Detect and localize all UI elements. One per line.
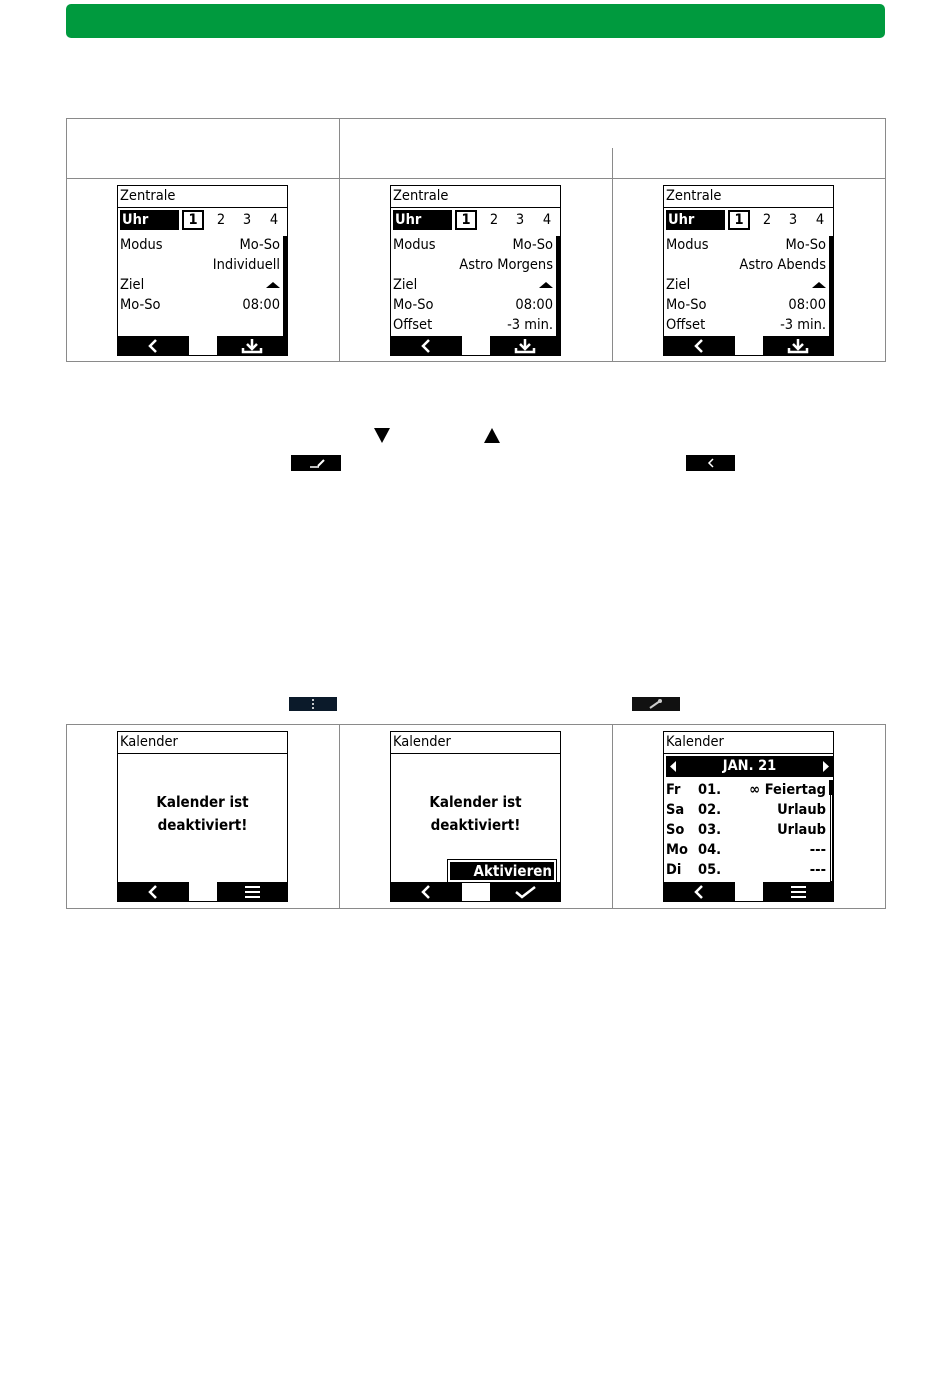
up-target-icon <box>266 282 280 288</box>
tab-row <box>118 209 287 231</box>
scrollbar[interactable] <box>556 236 560 336</box>
row-time <box>393 295 553 315</box>
row-mode-value <box>666 255 826 275</box>
back-arrow-icon <box>686 455 735 471</box>
download-icon <box>490 336 561 356</box>
row-value: Astro Abends <box>739 257 826 273</box>
month-selector[interactable] <box>666 756 833 777</box>
tab-2[interactable]: 2 <box>216 212 226 228</box>
back-button[interactable] <box>390 882 462 902</box>
row-label: Ziel <box>393 277 418 293</box>
entry-date: 04. <box>698 842 722 858</box>
screen-title: Zentrale <box>118 186 287 208</box>
calendar-message-line2: deaktiviert! <box>157 816 248 834</box>
table-divider <box>339 118 340 362</box>
save-button[interactable] <box>763 336 834 356</box>
header-bar <box>66 4 885 38</box>
up-target-icon <box>539 282 553 288</box>
entry-date: 03. <box>698 822 722 838</box>
tab-1[interactable]: 1 <box>455 210 477 230</box>
tab-uhr[interactable]: Uhr <box>666 210 725 230</box>
row-modus <box>393 235 553 255</box>
row-ziel <box>120 275 280 295</box>
entry-day: Fr <box>666 782 681 798</box>
back-button[interactable] <box>117 336 189 356</box>
back-arrow-icon <box>117 882 189 902</box>
tab-1[interactable]: 1 <box>728 210 750 230</box>
activate-button[interactable] <box>447 859 557 883</box>
scrollbar-thumb[interactable] <box>829 780 833 795</box>
calendar-message-line2: deaktiviert! <box>430 816 521 834</box>
menu-icon <box>763 882 834 902</box>
tab-row <box>391 209 560 231</box>
back-button[interactable] <box>117 882 189 902</box>
row-mode-value <box>393 255 553 275</box>
row-offset <box>666 315 826 335</box>
download-icon <box>763 336 834 356</box>
tab-4[interactable]: 4 <box>542 212 552 228</box>
softkey-bar <box>663 882 834 902</box>
tab-2[interactable]: 2 <box>762 212 772 228</box>
softkey-bar <box>390 882 561 902</box>
entry-text: --- <box>809 862 826 878</box>
back-arrow-icon <box>663 336 735 356</box>
save-button[interactable] <box>217 336 288 356</box>
table-divider <box>612 148 613 362</box>
tab-3[interactable]: 3 <box>242 212 252 228</box>
menu-button[interactable] <box>217 882 288 902</box>
row-value: Individuell <box>212 257 280 273</box>
softkey-gap <box>462 355 490 356</box>
entry-text: ∞ Feiertag <box>749 782 826 798</box>
entry-text: Urlaub <box>777 822 826 838</box>
device-screen-individual <box>117 185 288 356</box>
softkey-gap <box>735 355 763 356</box>
calendar-message-line1: Kalender ist <box>156 793 249 811</box>
menu-button[interactable] <box>763 882 834 902</box>
back-button[interactable] <box>390 336 462 356</box>
row-ziel <box>393 275 553 295</box>
row-modus <box>120 235 280 255</box>
download-icon <box>217 336 288 356</box>
row-offset <box>393 315 553 335</box>
device-screen-calendar-activate <box>390 731 561 902</box>
row-value: 08:00 <box>788 297 826 313</box>
entry-day: Sa <box>666 802 685 818</box>
row-label: Modus <box>666 237 709 253</box>
save-button[interactable] <box>490 336 561 356</box>
table-divider <box>66 178 886 179</box>
next-month-icon[interactable] <box>823 756 829 777</box>
screen-title: Zentrale <box>391 186 560 208</box>
back-arrow-icon <box>117 336 189 356</box>
row-time <box>666 295 826 315</box>
device-screen-astro-morning <box>390 185 561 356</box>
row-label: Offset <box>666 317 706 333</box>
entry-date: 02. <box>698 802 722 818</box>
row-label: Offset <box>393 317 433 333</box>
row-value: Mo-So <box>239 237 280 253</box>
tab-1[interactable]: 1 <box>182 210 204 230</box>
screen-title: Kalender <box>391 732 560 754</box>
calendar-entry[interactable] <box>666 780 826 800</box>
row-value: -3 min. <box>780 317 826 333</box>
row-label: Modus <box>393 237 436 253</box>
triangle-up-icon <box>484 428 500 443</box>
back-arrow-icon <box>390 882 462 902</box>
tab-uhr[interactable]: Uhr <box>120 210 179 230</box>
tab-4[interactable]: 4 <box>815 212 825 228</box>
calendar-entry[interactable] <box>666 860 826 880</box>
back-arrow-icon <box>390 336 462 356</box>
tab-3[interactable]: 3 <box>515 212 525 228</box>
softkey-bar <box>663 336 834 356</box>
tab-uhr[interactable]: Uhr <box>393 210 452 230</box>
calendar-entry[interactable] <box>666 800 826 820</box>
pencil-icon <box>291 455 341 471</box>
row-time <box>120 295 280 315</box>
activate-button-label: Aktivieren <box>450 862 554 880</box>
row-label: Ziel <box>120 277 145 293</box>
softkey-gap <box>189 901 217 902</box>
row-value: Astro Morgens <box>459 257 553 273</box>
softkey-gap <box>462 901 490 902</box>
tool-icon <box>632 697 680 711</box>
row-ziel <box>666 275 826 295</box>
row-value: 08:00 <box>242 297 280 313</box>
device-screen-astro-evening <box>663 185 834 356</box>
back-button[interactable] <box>663 336 735 356</box>
row-label: Modus <box>120 237 163 253</box>
entry-text: Urlaub <box>777 802 826 818</box>
row-value: -3 min. <box>507 317 553 333</box>
screen-title: Zentrale <box>664 186 833 208</box>
row-mode-value <box>120 255 280 275</box>
tab-row <box>664 209 833 231</box>
triangle-down-icon <box>374 428 390 443</box>
calendar-entry[interactable] <box>666 840 826 860</box>
row-label: Ziel <box>666 277 691 293</box>
calendar-entry[interactable] <box>666 820 826 840</box>
calendar-message-line1: Kalender ist <box>429 793 522 811</box>
entry-date: 05. <box>698 862 722 878</box>
scrollbar[interactable] <box>829 236 833 336</box>
scrollbar[interactable] <box>283 236 287 336</box>
table-divider <box>612 724 613 909</box>
back-arrow-icon <box>663 882 735 902</box>
row-value: Mo-So <box>785 237 826 253</box>
entry-day: Di <box>666 862 682 878</box>
month-label: JAN. 21 <box>722 758 777 774</box>
softkey-bar <box>117 882 288 902</box>
softkey-gap <box>735 901 763 902</box>
device-screen-calendar-list <box>663 731 834 902</box>
row-label: Mo-So <box>393 297 434 313</box>
row-modus <box>666 235 826 255</box>
menu-icon <box>289 697 337 711</box>
entry-day: So <box>666 822 685 838</box>
entry-text: --- <box>809 842 826 858</box>
scrollbar[interactable] <box>830 780 833 882</box>
prev-month-icon[interactable] <box>670 756 676 777</box>
screen-title: Kalender <box>118 732 287 754</box>
device-screen-calendar-disabled <box>117 731 288 902</box>
confirm-button[interactable] <box>490 882 561 902</box>
tab-2[interactable]: 2 <box>489 212 499 228</box>
table-divider <box>339 724 340 909</box>
row-value: Mo-So <box>512 237 553 253</box>
menu-icon <box>217 882 288 902</box>
checkmark-icon <box>490 882 561 902</box>
softkey-bar <box>390 336 561 356</box>
tab-4[interactable]: 4 <box>269 212 279 228</box>
back-button[interactable] <box>663 882 735 902</box>
tab-3[interactable]: 3 <box>788 212 798 228</box>
row-label: Mo-So <box>666 297 707 313</box>
softkey-gap <box>189 355 217 356</box>
up-target-icon <box>812 282 826 288</box>
softkey-bar <box>117 336 288 356</box>
row-value: 08:00 <box>515 297 553 313</box>
screen-title: Kalender <box>664 732 833 754</box>
row-label: Mo-So <box>120 297 161 313</box>
entry-day: Mo <box>666 842 688 858</box>
entry-date: 01. <box>698 782 722 798</box>
